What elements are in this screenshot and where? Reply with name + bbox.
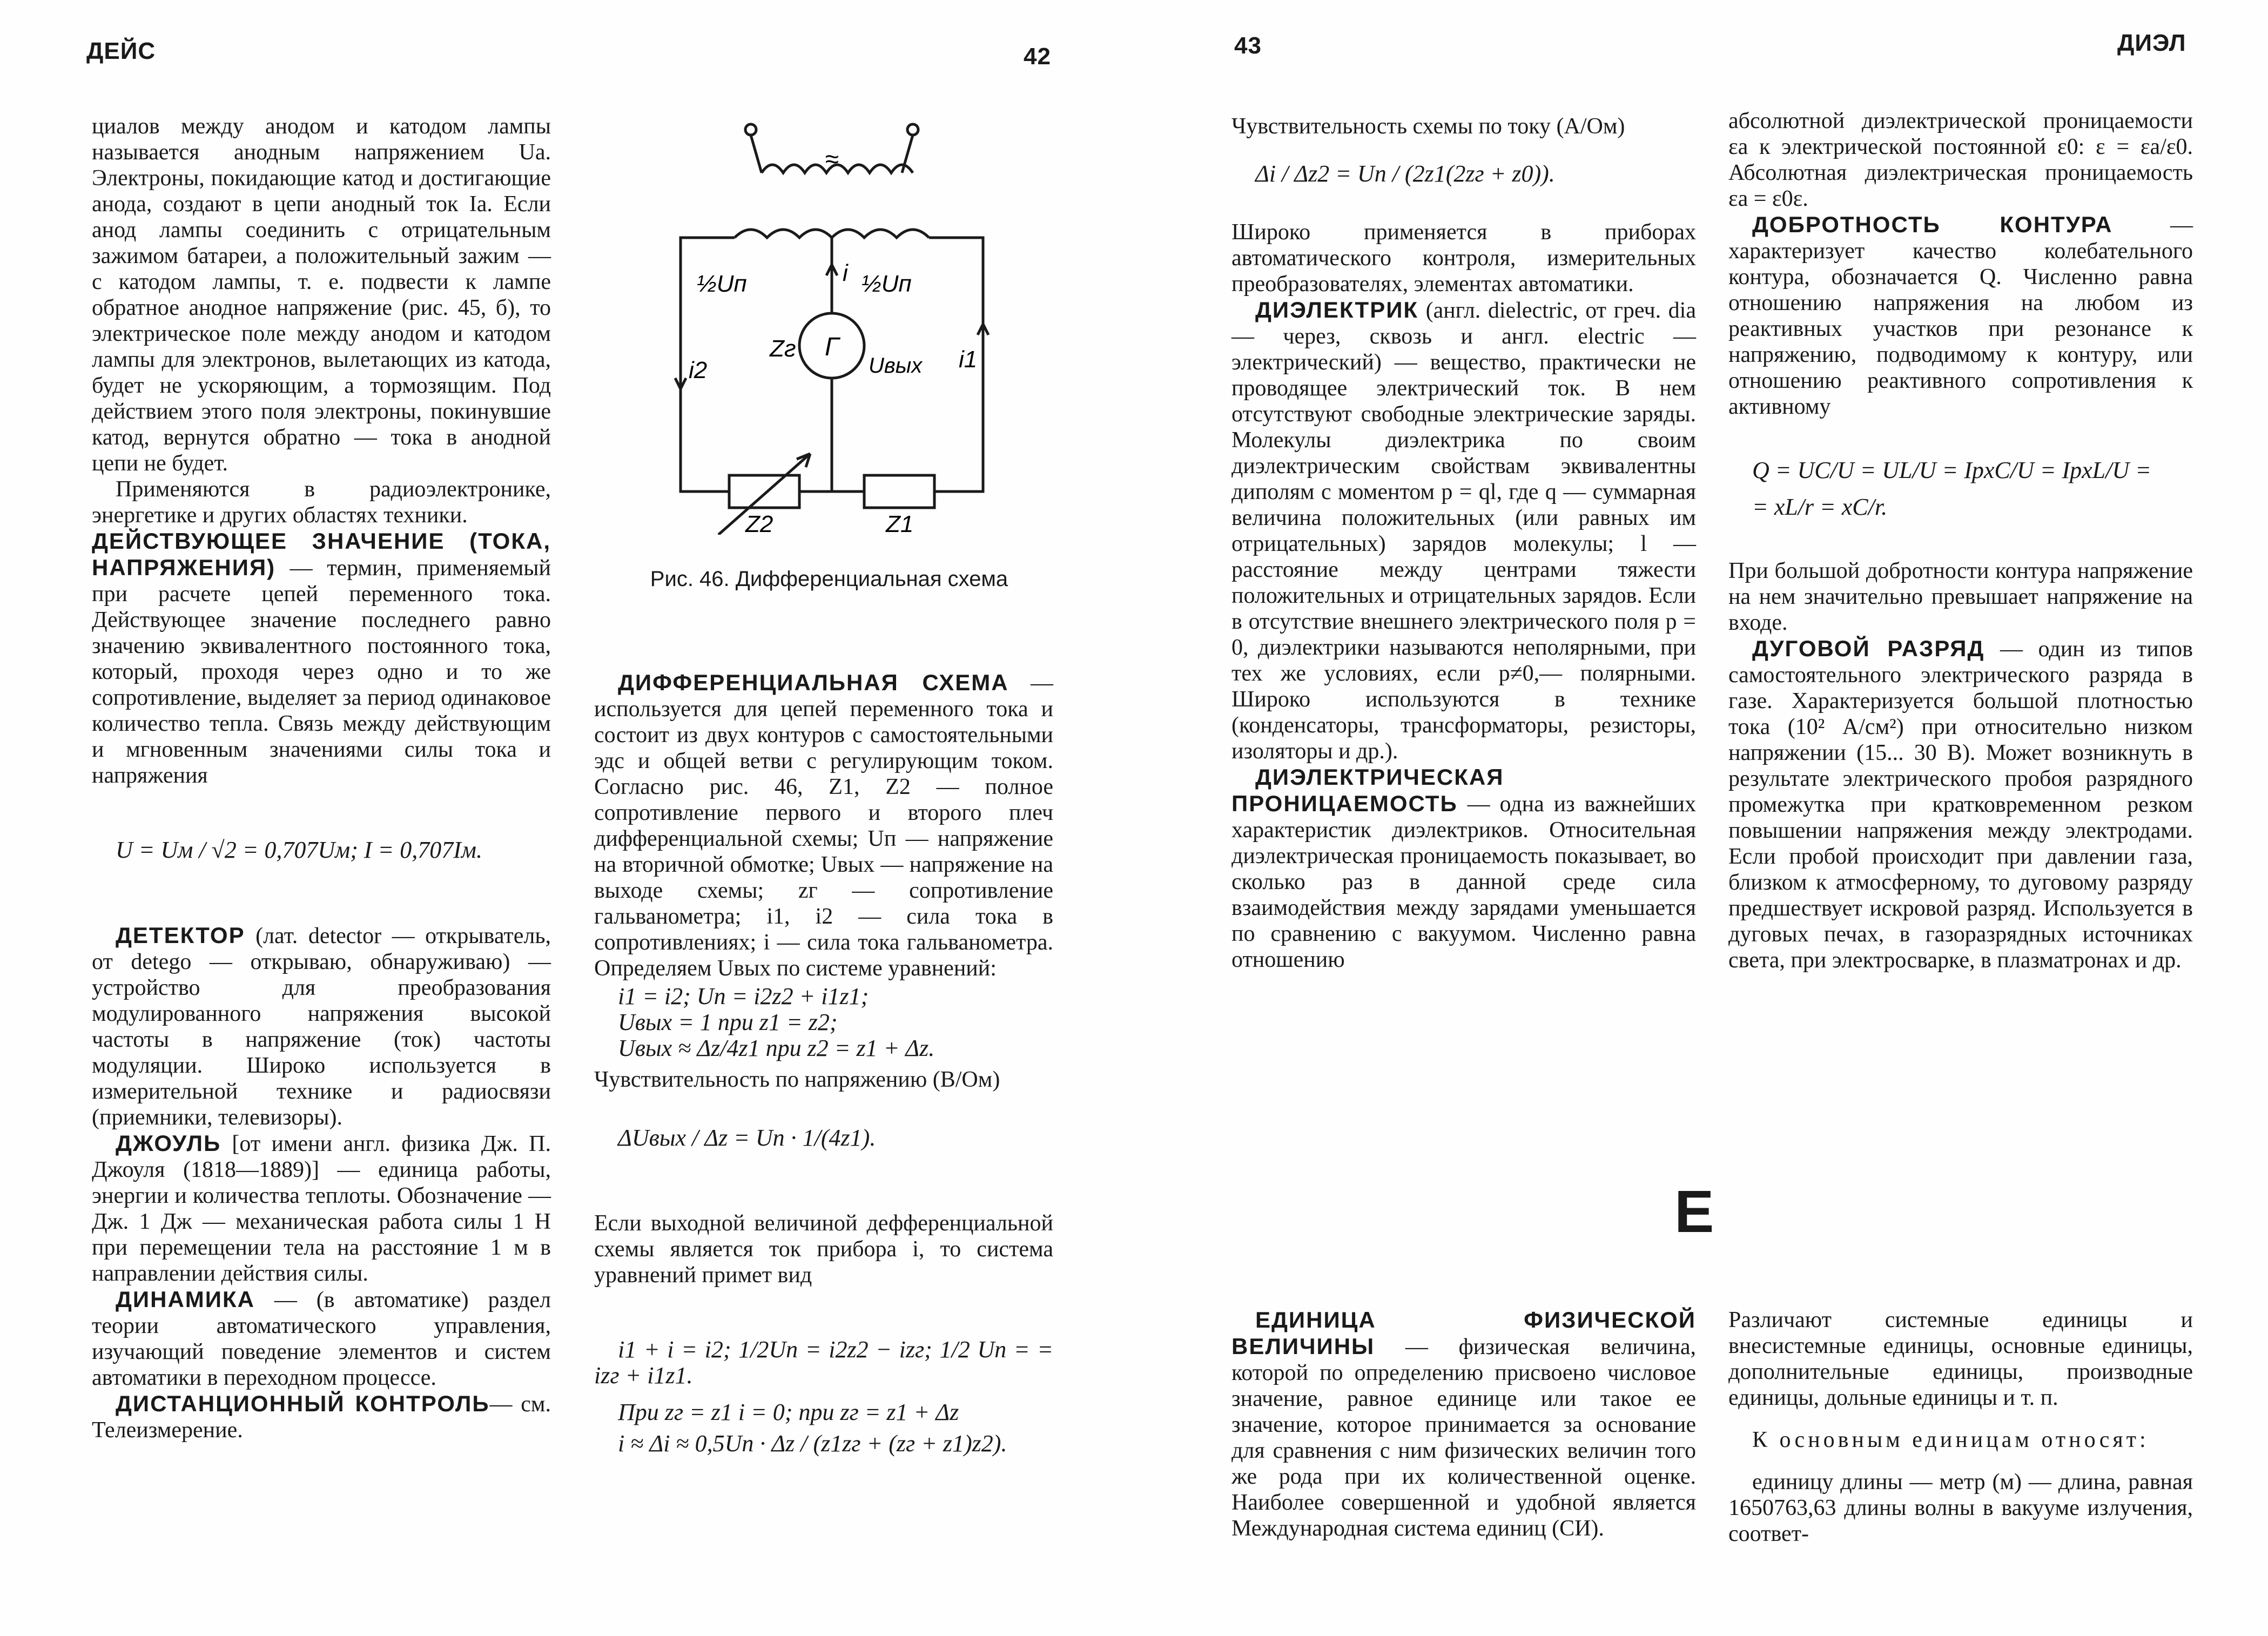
entry-term: ДИЭЛЕКТРИК: [1255, 297, 1419, 322]
entry-text: — (в автоматике) раздел теории автоматического управления, изучающий поведение элементов и систем автоматики в переходном процессе.: [92, 1288, 551, 1390]
equation: Uвых ≈ Δz/4z1 при z2 = z1 + Δz.: [618, 1035, 935, 1061]
formula-current-sensitivity: Δi / Δz2 = Uп / (2z1(2zг + z0)).: [1255, 160, 1555, 187]
entry-text: — см. Телеизмерение.: [92, 1392, 551, 1443]
formula-q-factor: Q = UC/U = UL/U = IpxC/U = IpxL/U =: [1752, 457, 2151, 483]
paragraph: Если выходной величиной дефференциальной схемы является ток прибора i, то система уравнений примет вид: [594, 1211, 1053, 1288]
entry-term: ДУГОВОЙ РАЗРЯД: [1752, 636, 1985, 661]
paragraph: Широко применяется в приборах автоматического контроля, измерительных преобразователях, элементах автоматики.: [1231, 220, 1696, 297]
paragraph: К основным единицам относят:: [1752, 1428, 2149, 1452]
label-i1: i1: [959, 346, 978, 373]
section-letter: Е: [1674, 1179, 1714, 1245]
paragraph: Чувствительность по напряжению (В/Ом): [594, 1067, 1000, 1092]
right-running-head: ДИЭЛ: [2117, 30, 2186, 56]
paragraph: Чувствительность схемы по току (А/Ом): [1231, 114, 1625, 139]
label-zg: Zг: [770, 335, 796, 362]
entry-text: (лат. detector — открыватель, от detego — открываю, обнаруживаю) — устройство для преобразования модулированного напряжения высокой частоты в напряжение (ток) частоты модуляции. Широко используется в измерительной технике и радиосвязи (приемники, телевизоры).: [92, 924, 551, 1130]
entry-deistvuyushchee: [92, 528, 551, 789]
entry-term: ЕДИНИЦА ФИЗИЧЕСКОЙ ВЕЛИЧИНЫ: [1231, 1307, 1696, 1359]
terminal-left: [745, 124, 756, 135]
entry-text: — одна из важнейших характеристик диэлектриков. Относительная диэлектрическая проницаемость показывает, во сколько раз в данной среде сила взаимодействия между зарядами уменьшается по сравнению с вакуумом. Численно равна отношению: [1231, 792, 1696, 972]
equation: Uвых = 1 при z1 = z2;: [618, 1009, 838, 1035]
paragraph: единицу длины — метр (м) — длина, равная 1650763,63 длины волны в вакууме излучения, соответ-: [1728, 1470, 2193, 1546]
formula-q-factor-cont: = xL/r = xC/r.: [1752, 494, 1888, 520]
resistor-z2: [729, 475, 799, 508]
column-1: [92, 113, 551, 1443]
paragraph: Применяются в радиоэлектронике, энергетике и других областях техники.: [92, 477, 551, 528]
label-i: i: [843, 260, 848, 286]
left-page-number: 42: [1024, 43, 1051, 70]
left-running-head: ДЕЙС: [86, 38, 156, 64]
entry-edinica: [1231, 1307, 1696, 1541]
entry-text: — характеризует качество колебательного контура, обозначается Q. Численно равна отношению напряжения на любом из реактивных участков при резонансе к напряжению, подводимому к контуру, или отношению реактивного сопротивления к активному: [1728, 213, 2193, 419]
column-4: [1728, 108, 2193, 973]
label-uvyh: Uвых: [869, 354, 923, 378]
formula-voltage-sensitivity: ΔUвых / Δz = Uп · 1/(4z1).: [618, 1125, 876, 1151]
entry-text: [от имени англ. физика Дж. П. Джоуля (1818—1889)] — единица работы, энергии и количества теплоты. Обозначение — Дж. 1 Дж — механическая работа силы 1 Н при перемещении тела на расстояние 1 м в направлении действия силы.: [92, 1132, 551, 1286]
entry-dobrotnost: [1728, 212, 2193, 420]
secondary-winding: [735, 230, 929, 238]
entry-joule: [92, 1130, 551, 1287]
entry-term: ДИФФЕРЕНЦИАЛЬНАЯ СХЕМА: [618, 670, 1009, 695]
entry-term: ДИЭЛЕКТРИЧЕСКАЯ ПРОНИЦАЕМОСТЬ: [1231, 764, 1504, 816]
entry-term: ДОБРОТНОСТЬ КОНТУРА: [1752, 212, 2113, 237]
entry-text: — используется для цепей переменного тока и состоит из двух контуров с самостоятельными эдс и общей ветви с регулирующим током. Согласно рис. 46, Z1, Z2 — полное сопротивление первого и второго плеч дифференциальной схемы; Uп — напряжение на вторичной обмотке; Uвых — напряжение на выходе схемы; zг — сопротивление гальванометра; i1, i2 — сила тока в сопротивлениях; i — сила тока гальванометра. Определяем Uвых по системе уравнений:: [594, 671, 1053, 981]
entry-term: ДЕЙСТВУЮЩЕЕ ЗНАЧЕНИЕ (ТОКА, НАПРЯЖЕНИЯ): [92, 528, 551, 580]
entry-distancionnyi: [92, 1391, 551, 1443]
entry-text: — один из типов самостоятельного электрического разряда в газе. Характеризуется большой плотностью тока (10² А/см²) при относительно низком напряжении (15... 30 В). Может возникнуть в результате электрического пробоя разрядного промежутка при кратковременном резком повышении напряжения между электродами. Если пробой происходит при давлении газа, близком к атмосферному, то дуговому разряду предшествует искровой разряд. Используется в дуговых печах, в газоразрядных источниках света, при электросварке, в плазматронах и др.: [1728, 637, 2193, 973]
entry-term: ДИСТАНЦИОННЫЙ КОНТРОЛЬ: [116, 1391, 490, 1416]
label-galvanometer: Г: [824, 333, 839, 361]
equation: i ≈ Δi ≈ 0,5Uп · Δz / (z1zг + (zг + z1)z2).: [618, 1430, 1007, 1457]
arrow-i1: [978, 324, 988, 340]
entry-differencialnaya: [594, 670, 1053, 981]
equation: При zг = z1 i = 0; при zг = z1 + Δz: [618, 1399, 959, 1425]
entry-pronicaemost: [1231, 764, 1696, 973]
terminal-right: [907, 124, 918, 135]
label-half-up-left: ½Uп: [697, 271, 747, 297]
entry-text: — термин, применяемый при расчете цепей переменного тока. Действующее значение последнего равно значению эквивалентного постоянного тока, который, проходя через одно и то же сопротивление, выделяет за период одинаковое количество тепла. Связь между действующим и мгновенным значениями силы тока и напряжения: [92, 556, 551, 788]
source-symbol: ≈: [825, 145, 839, 173]
paragraph: Различают системные единицы и внесистемные единицы, основные единицы, дополнительные единицы, производные единицы, дольные единицы и т. п.: [1728, 1308, 2193, 1410]
paragraph: абсолютной диэлектрической проницаемости εа к электрической постоянной ε0: ε = εа/ε0. Абсолютная диэлектрическая проницаемость εа = ε0ε.: [1728, 109, 2193, 211]
label-z2: Z2: [745, 511, 773, 535]
entry-dielektrik: [1231, 297, 1696, 764]
column-3-bottom: [1231, 1307, 1696, 1541]
entry-term: ДЖОУЛЬ: [116, 1130, 221, 1156]
entry-term: ДИНАМИКА: [116, 1287, 255, 1312]
column-3: [1231, 113, 1696, 973]
entry-text: — физическая величина, которой по определению присвоено числовое значение, равное единице или такое ее значение, которое принимается за основание для сравнения с ним физических величин того же рода при их количественной оценке. Наиболее совершенной и удобной является Международная система единиц (СИ).: [1231, 1335, 1696, 1541]
formula-rms: U = Uм / √2 = 0,707Uм; I = 0,707Iм.: [116, 837, 482, 863]
paragraph: циалов между анодом и катодом лампы называется анодным напряжением Uа. Электроны, покидающие катод и достигающие анода, создают в цепи анодный ток Iа. Если анод лампы соединить с отрицательным зажимом батареи, а положительный зажим — с катодом лампы, т. е. подвести к лампе обратное анодное напряжение (рис. 45, б), то электрическое поле между анодом и катодом лампы для электронов, вылетающих из катода, будет не ускоряющим, а тормозящим. Под действием этого поля электроны, покинувшие катод, вернутся обратно — тока в анодной цепи не будет.: [92, 114, 551, 476]
column-2: [594, 670, 1053, 1457]
paragraph: При большой добротности контура напряжение на нем значительно превышает напряжение на входе.: [1728, 558, 2193, 635]
label-half-up-right: ½Uп: [862, 271, 912, 297]
column-4-bottom: [1728, 1307, 2193, 1547]
entry-text: (англ. dielectric, от греч. dia — через, сквозь и англ. electric — электрический) — вещество, практически не проводящее электрический ток. В нем отсутствуют свободные электрические заряды. Молекулы диэлектрика по своим диэлектрическим свойствам эквивалентны диполям с моментом p = ql, где q — суммарная величина положительных (или равных им отрицательных) зарядов молекулы; l — расстояние между центрами тяжести положительных и отрицательных зарядов. Если в отсутствие внешнего электрического поля p = 0, диэлектрики называются неполярными, при тех же условиях, если p≠0,— полярными. Широко используются в технике (конденсаторы, трансформаторы, резисторы, изоляторы и др.).: [1231, 298, 1696, 764]
differential-circuit-figure: [664, 113, 999, 535]
label-z1: Z1: [886, 511, 914, 535]
label-i2: i2: [689, 357, 708, 383]
figure-caption: Рис. 46. Дифференциальная схема: [650, 567, 1008, 591]
resistor-z1: [864, 475, 934, 508]
arrow-i: [826, 265, 837, 281]
entry-dugovoi: [1728, 636, 2193, 973]
entry-dinamika: [92, 1287, 551, 1391]
right-page-number: 43: [1234, 32, 1262, 59]
equation: i1 + i = i2; 1/2Uп = i2z2 − izг; 1/2 Uп = = izг + i1z1.: [594, 1336, 1053, 1389]
entry-term: ДЕТЕКТОР: [116, 923, 245, 948]
equation: i1 = i2; Uп = i2z2 + i1z1;: [618, 983, 869, 1009]
entry-detektor: [92, 923, 551, 1130]
